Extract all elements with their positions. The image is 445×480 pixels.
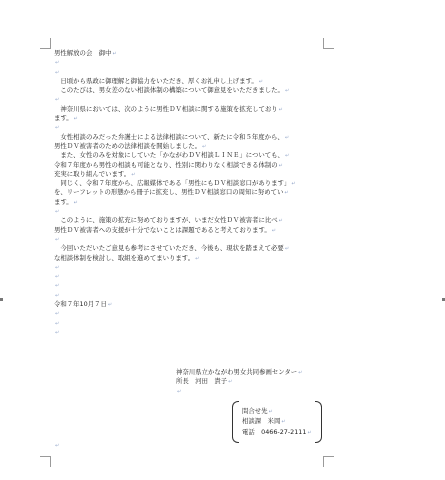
paragraph-mark-icon: ↵ — [278, 106, 283, 113]
body-line — [54, 49, 354, 58]
paragraph-mark-icon: ↵ — [73, 199, 78, 206]
paragraph-mark-icon: ↵ — [284, 246, 290, 253]
paragraph-mark-icon: ↵ — [284, 134, 290, 141]
empty-paragraph — [54, 207, 354, 216]
paragraph-mark-icon: ↵ — [55, 292, 60, 299]
paragraph-mark-icon: ↵ — [284, 153, 290, 160]
empty-paragraph-final: ↵ — [55, 443, 60, 449]
body-line — [54, 161, 354, 170]
body-line-text: 令和７年10月７日 — [54, 300, 107, 309]
body-line-text: 同じく、令和７年度から、広報媒体である「男性にもＤＶ相談窓口があります」 — [60, 179, 291, 188]
paragraph-mark-icon: ↵ — [55, 125, 60, 132]
body-line — [54, 170, 354, 179]
body-line — [54, 77, 354, 86]
empty-paragraph — [54, 58, 354, 67]
bracket-right — [315, 401, 322, 443]
body-line — [54, 151, 354, 160]
paragraph-mark-icon: ↵ — [73, 116, 78, 123]
paragraph-mark-icon: ↵ — [107, 302, 113, 309]
empty-paragraph: ↵ — [177, 388, 182, 395]
body-line — [54, 254, 354, 263]
body-line — [54, 300, 354, 309]
paragraph-mark-icon: ↵ — [278, 162, 283, 169]
paragraph-mark-icon: ↵ — [131, 171, 136, 178]
body-line — [54, 226, 354, 235]
empty-paragraph — [54, 123, 354, 132]
paragraph-mark-icon: ↵ — [55, 264, 60, 271]
body-line-text: な相談体制を検討し、取組を進めてまいります。 — [54, 253, 195, 262]
paragraph-mark-icon: ↵ — [55, 209, 60, 216]
paragraph-mark-icon: ↵ — [55, 311, 60, 318]
body-line-text: また、女性のみを対象にしていた「かながわＤＶ相談ＬＩＮＥ」についても、 — [60, 151, 284, 160]
signature-block — [176, 368, 336, 396]
body-line-text: このように、施策の拡充に努めておりますが、いまだ女性ＤＶ被害者に比べ — [60, 216, 278, 225]
body-line-text: を、リーフレットの形態から冊子に拡充し、男性ＤＶ相談窓口の周知に努めてい — [54, 188, 284, 197]
body-line-text: 令和７年度から男性の相談も可能となり、性別に関わりなく相談できる体制の — [54, 160, 278, 169]
body-line-text: このたびは、男女差のない相談体制の構築について御意見をいただきました。 — [60, 86, 284, 95]
body-line-text: ます。 — [54, 197, 73, 206]
body-line-text: 男性解放の会 御中 — [54, 49, 112, 57]
body-line-text: 神奈川県においては、次のように男性ＤＶ相談に関する施策を拡充しており — [60, 104, 278, 113]
body-line-text: 男性ＤＶ被害者への支援が十分でないことは課題であると考えております。 — [54, 225, 271, 234]
empty-paragraph — [54, 309, 354, 318]
contact-label: 問合せ先↵ — [242, 407, 273, 415]
body-line-text: 男性ＤＶ被害者のための法律相談を開始しました。 — [54, 141, 201, 150]
body-line-text: 日頃から県政に御理解と御協力をいただき、厚くお礼申し上げます。 — [60, 76, 258, 85]
paragraph-mark-icon: ↵ — [55, 283, 60, 290]
body-line — [54, 198, 354, 207]
paragraph-mark-icon: ↵ — [278, 218, 283, 225]
paragraph-mark-icon: ↵ — [112, 51, 117, 57]
crop-mark-bottom-left — [40, 456, 51, 467]
crop-mark-bottom-right — [323, 456, 334, 467]
empty-paragraph — [54, 291, 354, 300]
signature-name-line: 所長 河田 貴子↵ — [176, 377, 233, 386]
paragraph-mark-icon: ↵ — [271, 227, 276, 234]
contact-person: 相談課 米岡↵ — [242, 417, 286, 426]
body-line — [54, 114, 354, 123]
bracket-left — [232, 401, 239, 443]
paragraph-mark-icon: ↵ — [201, 143, 207, 150]
contact-phone: 電話 0466-27-2111↵ — [242, 427, 312, 436]
paragraph-mark-icon: ↵ — [284, 190, 289, 197]
body-line — [54, 216, 354, 225]
crop-mark-top-left — [40, 38, 51, 49]
ruler-marker-left — [0, 298, 3, 301]
crop-mark-top-right — [323, 38, 334, 49]
paragraph-mark-icon: ↵ — [55, 69, 60, 76]
empty-paragraph — [54, 319, 354, 328]
empty-paragraph — [54, 95, 354, 104]
body-line-text: 今回いただいたご意見も参考にさせていただき、今後も、現状を踏まえて必要 — [60, 244, 284, 253]
body-line-text: ます。 — [54, 114, 73, 123]
body-line — [54, 188, 354, 197]
empty-paragraph — [54, 68, 354, 77]
paragraph-mark-icon: ↵ — [55, 320, 60, 327]
body-line — [54, 244, 354, 253]
empty-paragraph — [54, 263, 354, 272]
paragraph-mark-icon: ↵ — [55, 274, 60, 281]
paragraph-mark-icon: ↵ — [55, 236, 60, 243]
body-line-text: 女性相談のみだった弁護士による法律相談について、新たに令和５年度から、 — [60, 132, 284, 141]
body-line — [54, 142, 354, 151]
document-body-text[interactable] — [54, 49, 354, 337]
empty-paragraph — [54, 272, 354, 281]
paragraph-mark-icon: ↵ — [55, 60, 60, 67]
paragraph-mark-icon: ↵ — [284, 88, 290, 95]
paragraph-mark-icon: ↵ — [55, 97, 60, 104]
body-line — [54, 105, 354, 114]
contact-text — [242, 407, 312, 438]
paragraph-mark-icon: ↵ — [55, 329, 60, 336]
empty-paragraph — [54, 235, 354, 244]
empty-paragraph — [54, 328, 354, 337]
empty-paragraph — [54, 281, 354, 290]
paragraph-mark-icon: ↵ — [195, 255, 200, 262]
body-line — [54, 86, 354, 95]
contact-box — [232, 401, 322, 443]
paragraph-mark-icon: ↵ — [258, 78, 263, 85]
paragraph-mark-icon: ↵ — [291, 181, 296, 188]
body-line-text: 充実に取り組んでいます。 — [54, 169, 131, 178]
signature-org-line: 神奈川県立かながわ男女共同参画センター↵ — [176, 368, 303, 376]
body-line — [54, 133, 354, 142]
